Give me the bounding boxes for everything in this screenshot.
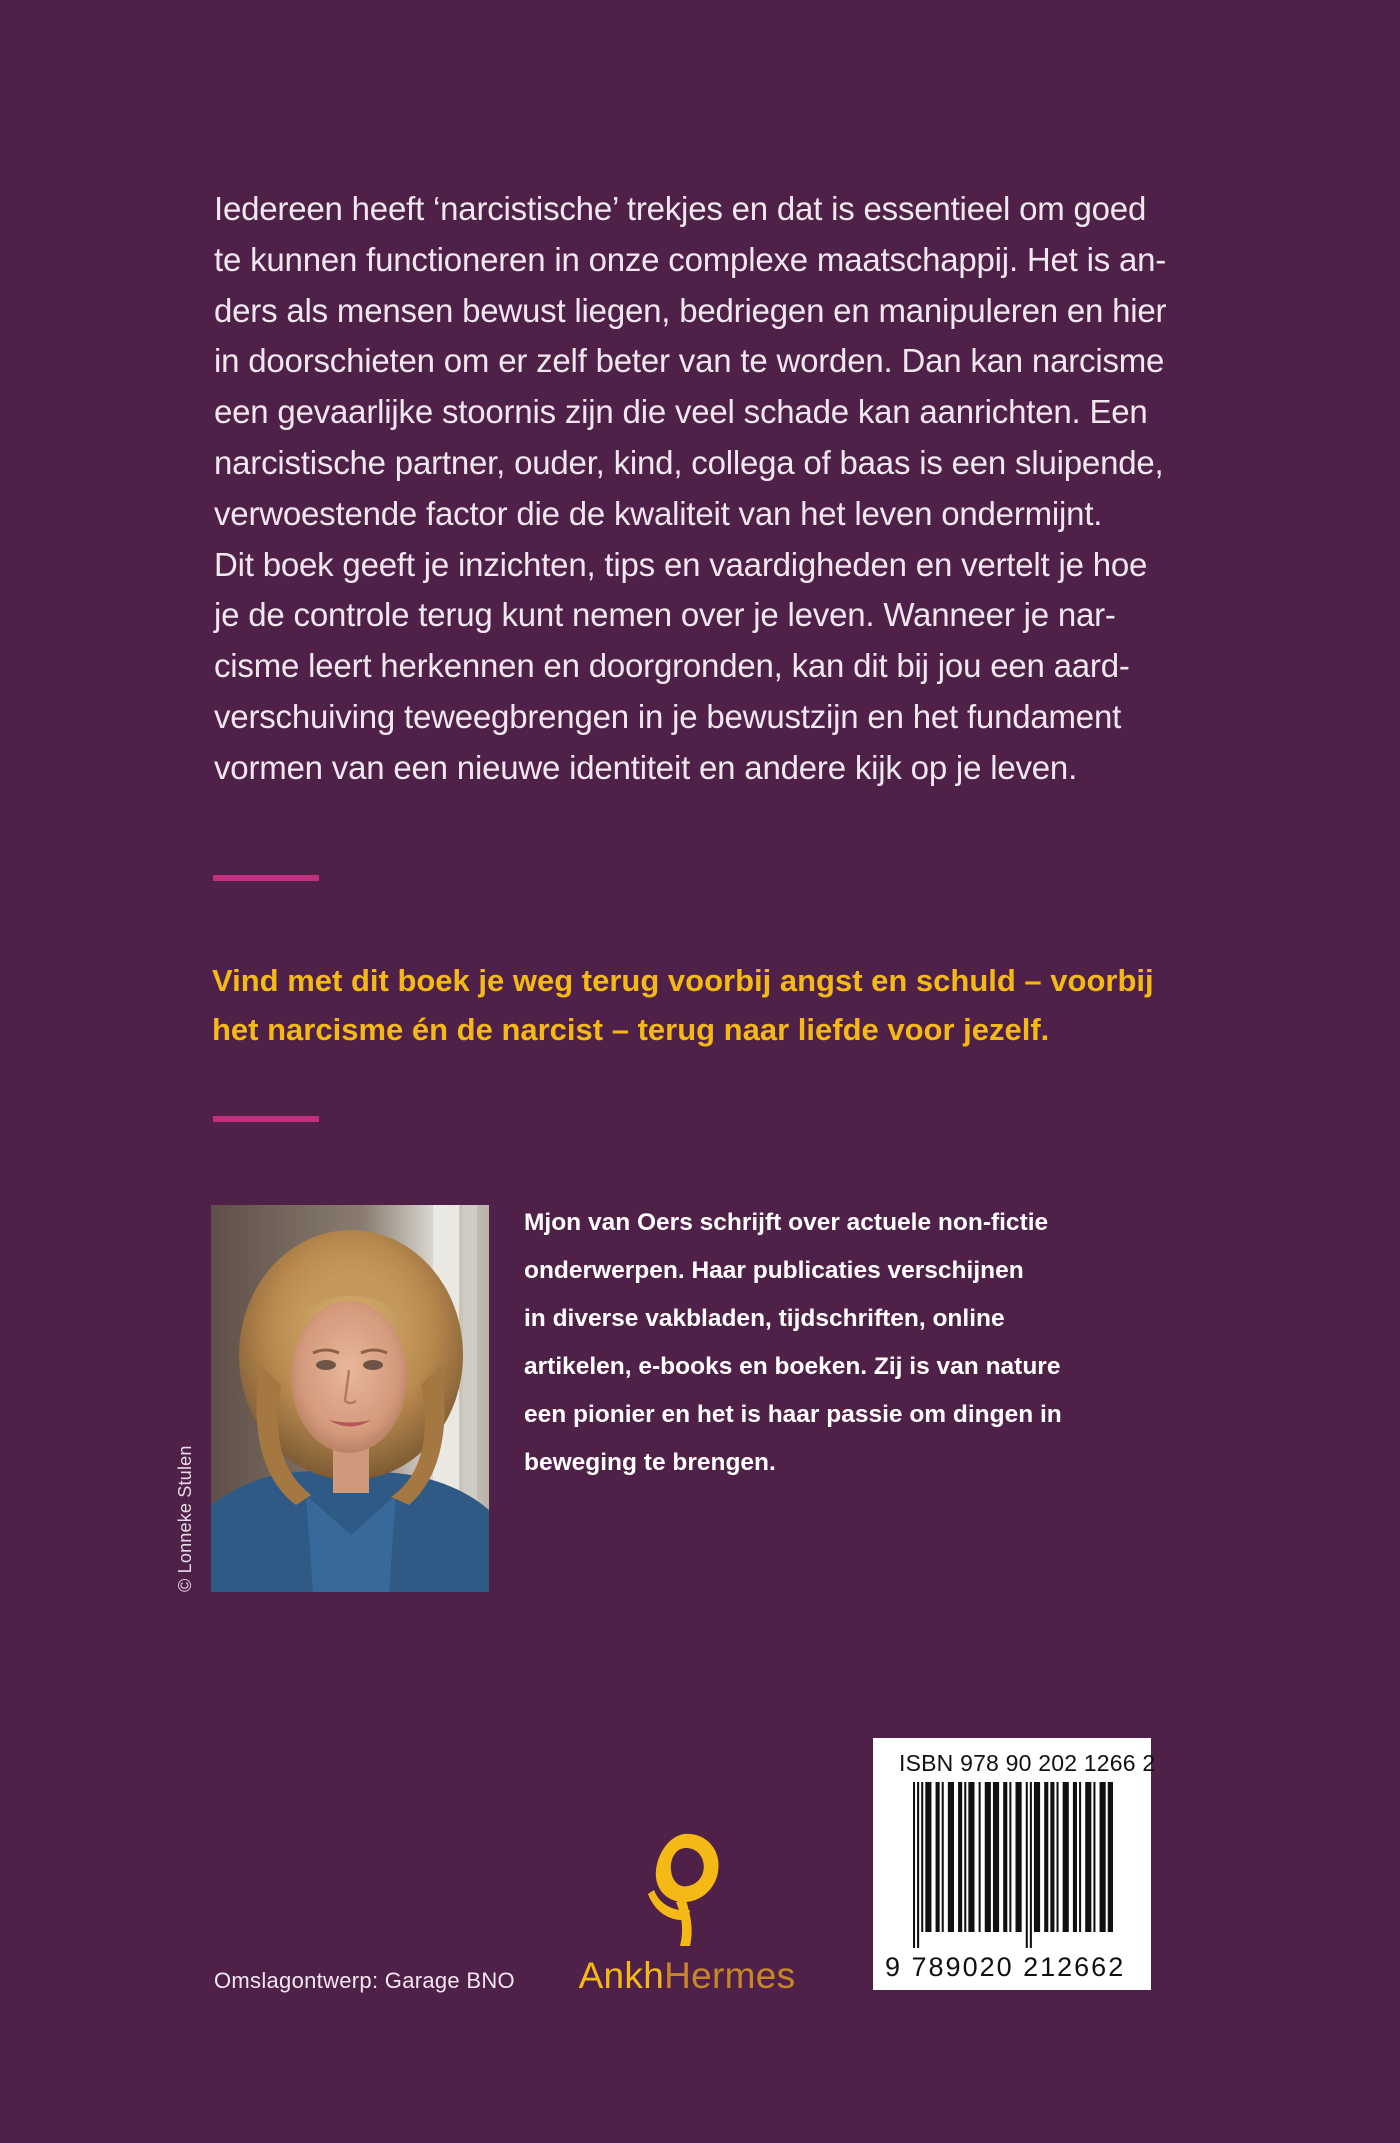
publisher-logo [571, 1828, 803, 1998]
blurb-line: vormen van een nieuwe identiteit en andere kijk op je leven. [214, 748, 1078, 786]
barcode-bar [925, 1782, 931, 1932]
barcode-bar [1108, 1782, 1113, 1932]
barcode-bar [921, 1782, 923, 1932]
barcode-bar [1063, 1782, 1069, 1932]
photo-credit: © Lonneke Stulen [175, 1445, 195, 1592]
tagline-line: Vind met dit boek je weg terug voorbij angst en schuld – voorbij [212, 963, 1154, 998]
barcode-bar [1073, 1782, 1077, 1932]
publisher-name [571, 1955, 803, 1997]
isbn-barcode [873, 1738, 1156, 1990]
barcode-bar [1009, 1782, 1011, 1932]
blurb-line: in doorschieten om er zelf beter van te worden. Dan kan narcisme [214, 342, 1165, 380]
barcode-bar [1057, 1782, 1059, 1932]
barcode-bar [1044, 1782, 1048, 1932]
bio-line: beweging te brengen. [524, 1449, 776, 1476]
barcode-bar [1093, 1782, 1095, 1932]
cover-design-credit: Omslagontwerp: Garage BNO [214, 1968, 515, 1993]
barcode-bar [1050, 1782, 1054, 1932]
bio-line: Mjon van Oers schrijft over actuele non-fictie [524, 1209, 1049, 1236]
book-blurb [214, 184, 1174, 794]
barcode-bar [958, 1782, 962, 1932]
ankh-hermes-logo-icon [646, 1828, 728, 1948]
barcode-bar [993, 1782, 999, 1932]
blurb-line: cisme leert herkennen en doorgronden, kan dit bij jou een aard- [214, 647, 1130, 685]
author-photo [211, 1205, 489, 1592]
barcode-bar [985, 1782, 991, 1932]
blurb-line: ders als mensen bewust liegen, bedriegen en manipuleren en hier [214, 291, 1167, 329]
publisher-name-hermes: Hermes [664, 1955, 796, 1996]
blurb-line: een gevaarlijke stoornis zijn die veel schade kan aanrichten. Een [214, 393, 1148, 431]
blurb-line: te kunnen functioneren in onze complexe maatschappij. Het is an- [214, 240, 1167, 278]
divider-bottom [213, 1116, 319, 1122]
barcode-bar [968, 1782, 974, 1932]
barcode-bars [913, 1782, 1113, 1948]
blurb-line: Iedereen heeft ‘narcistische’ trekjes en dat is essentieel om goed [214, 190, 1147, 227]
tagline [212, 956, 1212, 1054]
barcode-bar [1085, 1782, 1091, 1932]
barcode-bar [964, 1782, 966, 1932]
barcode-bar [913, 1782, 915, 1948]
tagline-line: het narcisme én de narcist – terug naar liefde voor jezelf. [212, 1012, 1050, 1047]
blurb-line: verschuiving teweegbrengen in je bewustzijn en het fundament [214, 697, 1122, 735]
blurb-line: narcistische partner, ouder, kind, collega of baas is een sluipende, [214, 443, 1164, 481]
barcode-number: 9 789020 212662 [885, 1952, 1126, 1982]
blurb-line: je de controle terug kunt nemen over je leven. Wanneer je nar- [214, 596, 1116, 634]
barcode-bar [936, 1782, 940, 1932]
bio-line: een pionier en het is haar passie om dingen in [524, 1401, 1062, 1428]
blurb-line: Dit boek geeft je inzichten, tips en vaardigheden en vertelt je hoe [214, 545, 1148, 583]
barcode-bar [1016, 1782, 1022, 1932]
isbn-label: ISBN 978 90 202 1266 2 [899, 1750, 1156, 1776]
barcode-bar [1100, 1782, 1106, 1932]
barcode-bar [979, 1782, 981, 1932]
barcode-bar [1034, 1782, 1040, 1932]
barcode-bar [1079, 1782, 1081, 1932]
publisher-name-ankh: Ankh [578, 1955, 665, 1996]
barcode-bar [1026, 1782, 1028, 1948]
bio-line: artikelen, e-books en boeken. Zij is van nature [524, 1353, 1061, 1380]
bio-line: onderwerpen. Haar publicaties verschijnen [524, 1257, 1024, 1284]
blurb-line: verwoestende factor die de kwaliteit van het leven ondermijnt. [214, 494, 1103, 532]
barcode-bar [1003, 1782, 1007, 1932]
barcode-bar [948, 1782, 954, 1932]
divider-top [213, 875, 319, 881]
author-bio [524, 1199, 1164, 1487]
author-portrait-image [211, 1205, 489, 1592]
barcode-bar [942, 1782, 944, 1932]
bio-line: in diverse vakbladen, tijdschriften, online [524, 1305, 1005, 1332]
barcode-bar [1030, 1782, 1032, 1948]
barcode-bar [917, 1782, 919, 1948]
